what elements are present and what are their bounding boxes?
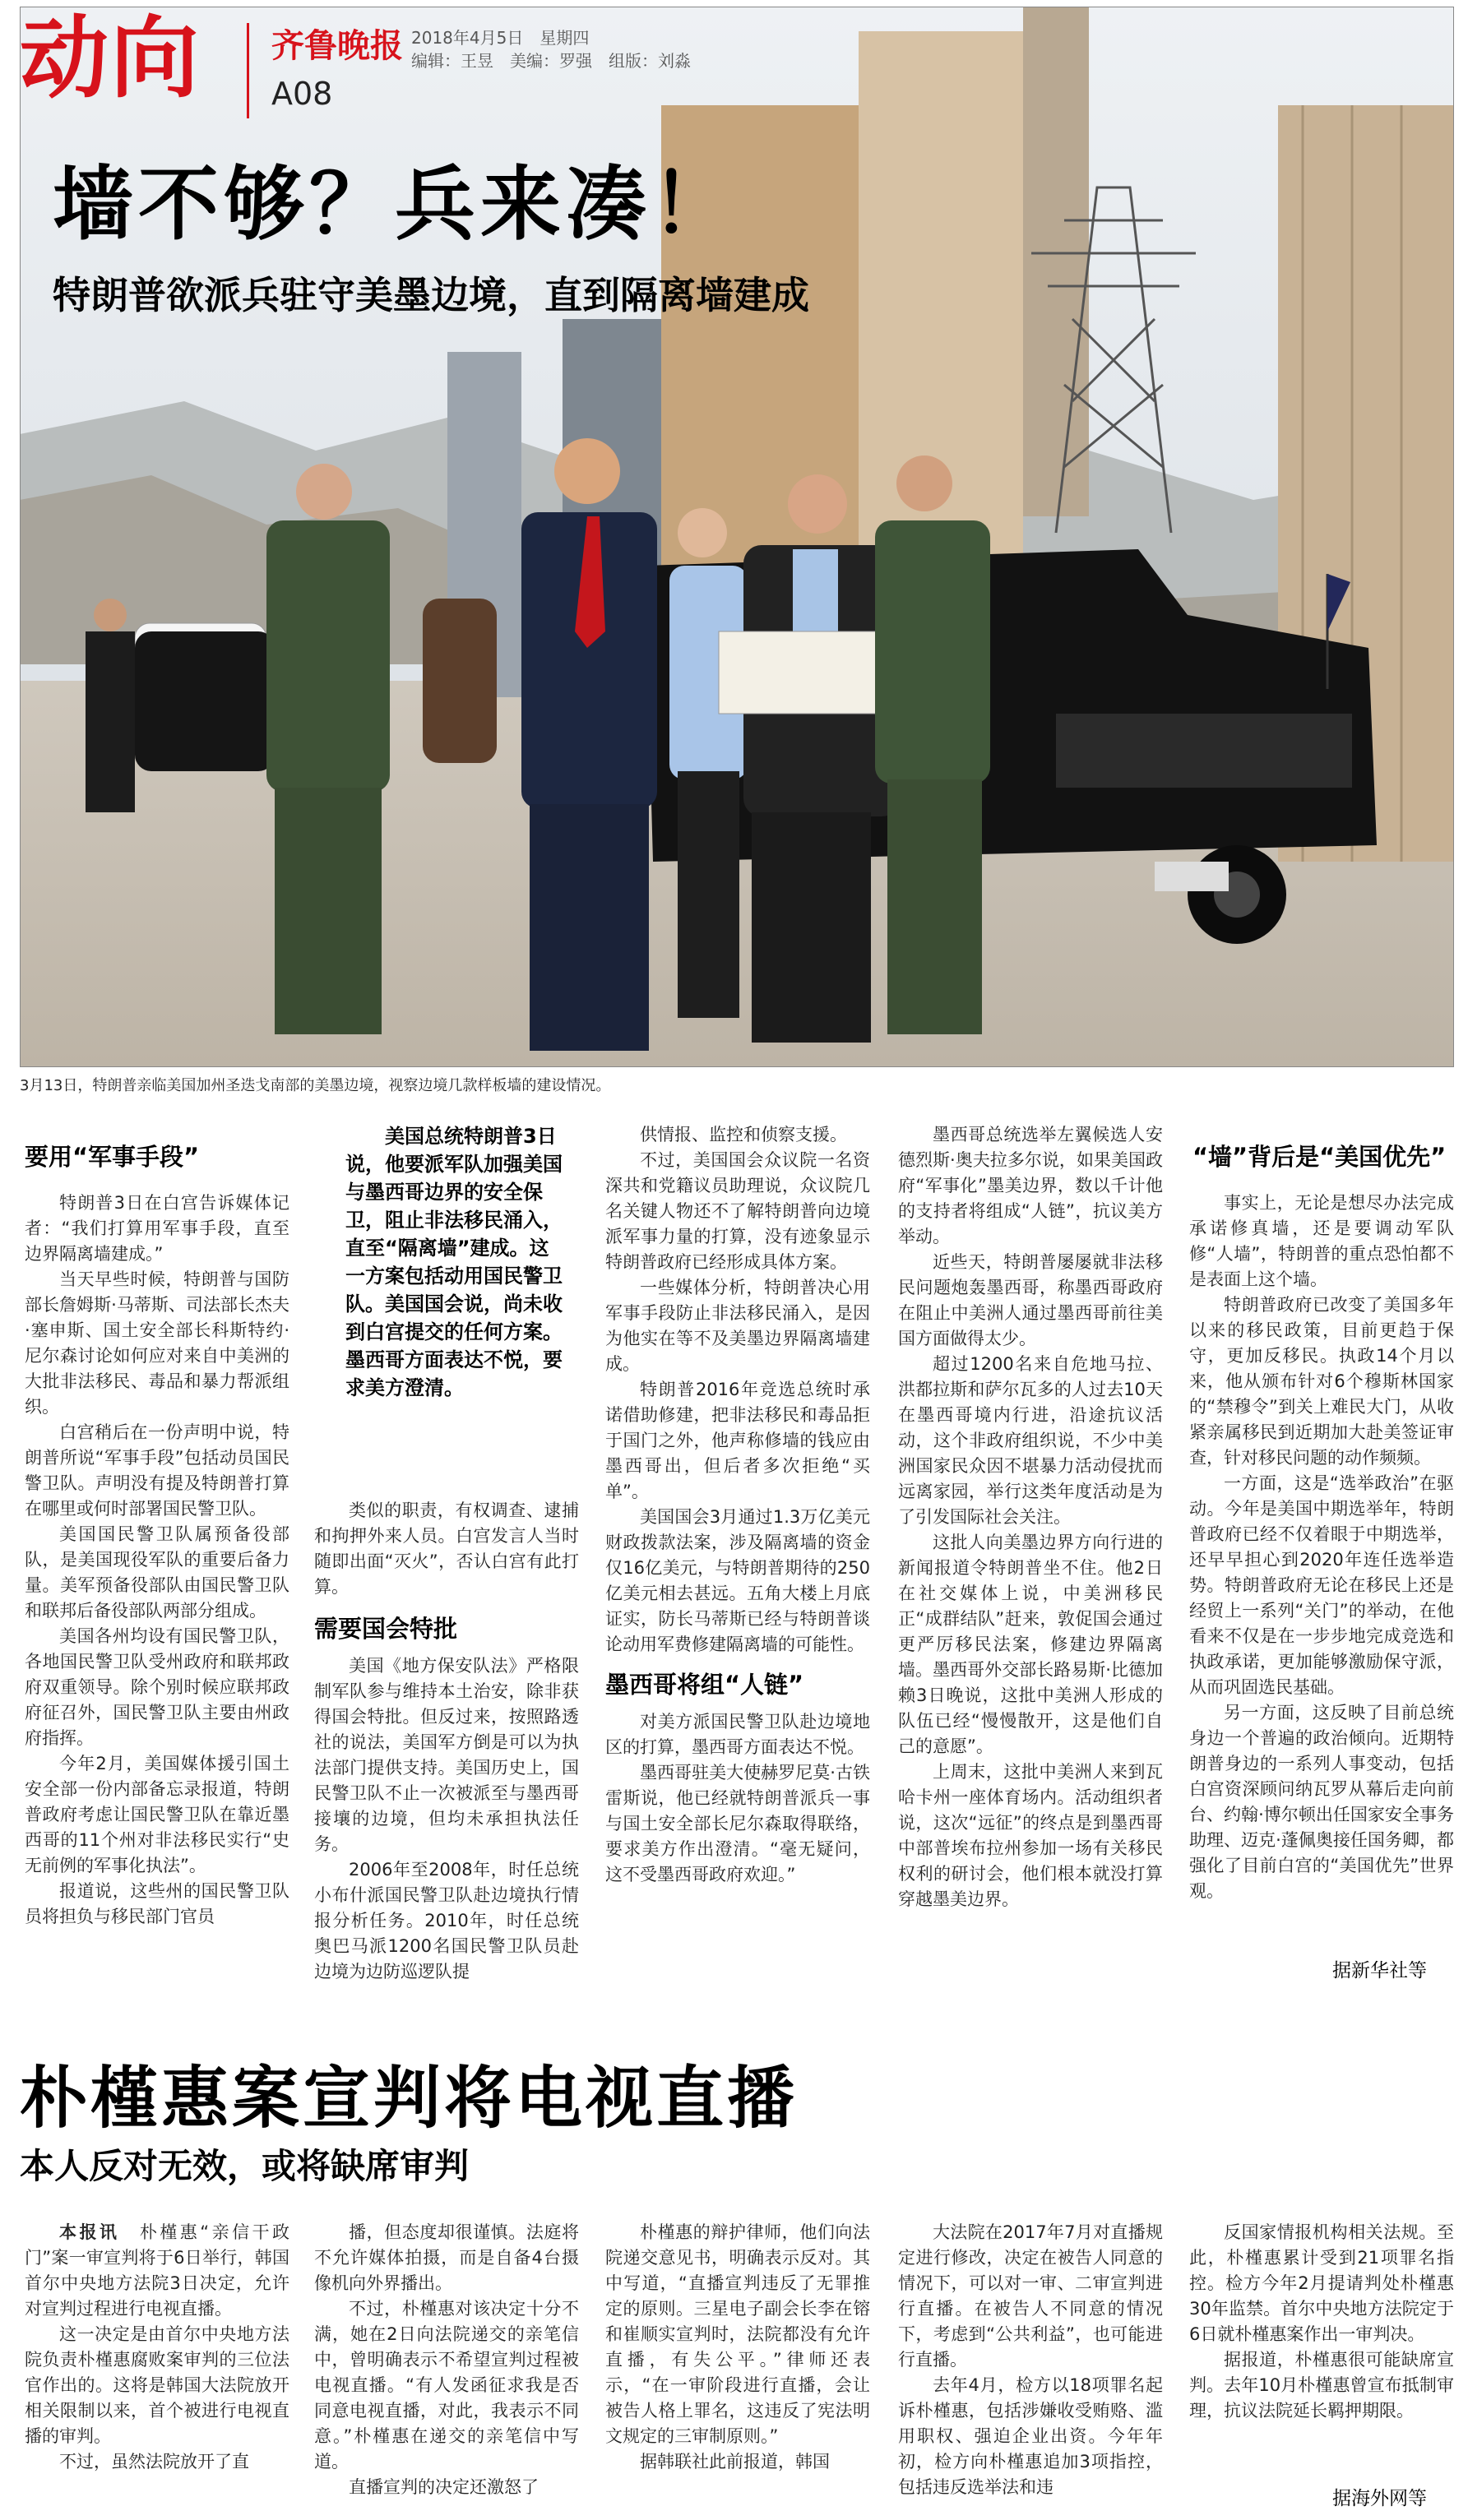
page-number: A08 — [271, 76, 333, 112]
paragraph: 直播宣判的决定还激怒了 — [349, 2477, 539, 2497]
paragraph: 不过，美国国会众议院一名资深共和党籍议员助理说，众议院几名关键人物还不了解特朗普向边境派军事力量的打算，没有迹象显示特朗普政府已经形成具体方案。 — [605, 1150, 870, 1272]
paragraph: 美国国会3月通过1.3万亿美元财政拨款法案，涉及隔离墙的资金仅16亿美元，与特朗普期待的250亿美元相去甚远。五角大楼上月底证实，防长马蒂斯已经与特朗普谈论动用军费修建隔离墙的可能性。 — [605, 1507, 870, 1654]
paragraph: 事实上，无论是想尽办法完成承诺修真墙，还是要调动军队修“人墙”，特朗普的重点恐怕都不是表面上这个墙。 — [1189, 1193, 1454, 1289]
story1-column-1 — [25, 1191, 289, 1980]
paragraph: 2006年至2008年，时任总统小布什派国民警卫队赴边境执行情报分析任务。2010年，时任总统奥巴马派1200名国民警卫队员赴边境为边防巡逻队提 — [314, 1860, 579, 1981]
paragraph: 另一方面，这反映了目前总统身边一个普遍的政治倾向。近期特朗普身边的一系列人事变动，包括白宫资深顾问纳瓦罗从幕后走向前台、约翰·博尔顿出任国家安全事务助理、迈克·蓬佩奥接任国务卿，都强化了目前白宫的“美国优先”世界观。 — [1189, 1703, 1454, 1901]
main-headline: 墙不够？兵来凑！ — [53, 158, 738, 252]
paragraph: 供情报、监控和侦察支援。 — [640, 1125, 847, 1144]
source-credit: 据海外网等 — [1332, 2488, 1427, 2509]
story1-column-2 — [314, 1498, 579, 1983]
newspaper-logo: 齐鲁晚报 — [271, 26, 403, 65]
story1-column-4 — [898, 1122, 1163, 1981]
paragraph: 一方面，这是“选举政治”在驱动。今年是美国中期选举年，特朗普政府已经不仅着眼于中期选举，还早早担心到2020年连任选举造势。特朗普政府无论在移民上还是经贸上一系列“关门”的举动，在他看来不仅是在一步步地完成竞选和执政承诺，更加能够激励保守派，从而巩固选民基础。 — [1189, 1473, 1454, 1697]
story2-column-5 — [1189, 2220, 1454, 2467]
paragraph: 反国家情报机构相关法规。至此，朴槿惠累计受到21项罪名指控。检方今年2月提请判处朴槿惠30年监禁。首尔中央地方法院定于6日就朴槿惠案作出一审判决。 — [1189, 2222, 1454, 2344]
report-lead: 本报讯 — [59, 2222, 120, 2242]
paragraph: 超过1200名来自危地马拉、洪都拉斯和萨尔瓦多的人过去10天在墨西哥境内行进，沿途抗议活动，这个非政府组织说，不少中美洲国家民众因不堪暴力活动侵扰而远离家园，举行这类年度活动是为了引发国际社会关注。 — [898, 1354, 1163, 1527]
subhead-human-chain: 墨西哥将组“人链” — [605, 1671, 804, 1699]
paragraph: 一些媒体分析，特朗普决心用军事手段防止非法移民涌入，是因为他实在等不及美墨边界隔离墙建成。 — [605, 1278, 870, 1374]
section-title: 动向 — [20, 7, 201, 110]
paragraph: 去年4月，检方以18项罪名起诉朴槿惠，包括涉嫌收受贿赂、滥用职权、强迫企业出资。今年年初，检方向朴槿惠追加3项指控，包括违反选举法和违 — [898, 2375, 1163, 2497]
subhead-america-first: “墙”背后是“美国优先” — [1192, 1143, 1447, 1171]
header-divider — [247, 23, 249, 118]
paragraph: 播，但态度却很谨慎。法庭将不允许媒体拍摄，而是自备4台摄像机向外界播出。 — [314, 2222, 579, 2293]
paragraph: 特朗普3日在白宫告诉媒体记者：“我们打算用军事手段，直至边界隔离墙建成。” — [25, 1193, 289, 1264]
paragraph: 这批人向美墨边界方向行进的新闻报道令特朗普坐不住。他2日在社交媒体上说，中美洲移民正“成群结队”赶来，敦促国会通过更严厉移民法案，修建边界隔离墙。墨西哥外交部长路易斯·比德加赖3日晚说，这批中美洲人形成的队伍已经“慢慢散开，这是他们自己的意愿”。 — [898, 1533, 1163, 1756]
story2-column-1 — [25, 2220, 289, 2504]
paragraph: 大法院在2017年7月对直播规定进行修改，决定在被告人同意的情况下，可以对一审、二审宣判进行直播。在被告人不同意的情况下，考虑到“公共利益”，也可能进行直播。 — [898, 2222, 1163, 2370]
paragraph: 朴槿惠的辩护律师，他们向法院递交意见书，明确表示反对。其中写道，“直播宣判违反了无罪推定的原则。三星电子副会长李在镕和崔顺实宣判时，法院都没有允许直播，有失公平。”律师还表示，“在一审阶段进行直播，会让被告人格上罪名，这违反了宪法明文规定的三审制原则。” — [605, 2222, 870, 2446]
story2-subheadline: 本人反对无效，或将缺席审判 — [20, 2146, 470, 2186]
subhead-military-means: 要用“军事手段” — [25, 1143, 200, 1171]
paragraph: 对美方派国民警卫队赴边境地区的打算，墨西哥方面表达不悦。 — [605, 1712, 870, 1757]
paragraph: 这一决定是由首尔中央地方法院负责朴槿惠腐败案审判的三位法官作出的。这将是韩国大法院放开相关限制以来，首个被进行电视直播的审判。 — [25, 2324, 289, 2446]
paragraph: 上周末，这批中美洲人来到瓦哈卡州一座体育场内。活动组织者说，这次“远征”的终点是到墨西哥中部普埃布拉州参加一场有关移民权利的研讨会，他们根本就没打算穿越墨美边界。 — [898, 1762, 1163, 1909]
story1-column-5 — [1189, 1191, 1454, 1947]
paragraph: 美国各州均设有国民警卫队，各地国民警卫队受州政府和联邦政府双重领导。除个别时候应联邦政府征召外，国民警卫队主要由州政府指挥。 — [25, 1626, 289, 1748]
editor-credits: 编辑：王昱 美编：罗强 组版：刘淼 — [411, 51, 691, 71]
paragraph: 特朗普2016年竞选总统时承诺借助修建，把非法移民和毒品拒于国门之外，他声称修墙的钱应由墨西哥出，但后者多次拒绝“买单”。 — [605, 1380, 870, 1501]
paragraph: 特朗普政府已改变了美国多年以来的移民政策，目前更趋于保守，更加反移民。执政14个月以来，他从颁布针对6个穆斯林国家的“禁穆令”到关上难民大门，从收紧亲属移民到近期加大赴美签证审查，针对移民问题的动作频频。 — [1189, 1295, 1454, 1468]
main-subheadline: 特朗普欲派兵驻守美墨边境，直到隔离墙建成 — [53, 273, 809, 317]
paragraph: 类似的职责，有权调查、逮捕和拘押外来人员。白宫发言人当时随即出面“灭火”，否认白宫有此打算。 — [314, 1500, 579, 1597]
subhead-congress-approval: 需要国会特批 — [314, 1615, 458, 1643]
paragraph: 报道说，这些州的国民警卫队员将担负与移民部门官员 — [25, 1881, 289, 1926]
paragraph: 据韩联社此前报道，韩国 — [640, 2452, 830, 2471]
story2-column-4 — [898, 2220, 1163, 2504]
paragraph: 据报道，朴槿惠很可能缺席宣判。去年10月朴槿惠曾宣布抵制审理，抗议法院延长羁押期限。 — [1189, 2350, 1454, 2421]
paragraph: 美国国民警卫队属预备役部队，是美国现役军队的重要后备力量。美军预备役部队由国民警卫队和联邦后备役部队两部分组成。 — [25, 1524, 289, 1621]
paragraph-text: 朴槿惠“亲信干政门”案一审宣判将于6日举行，韩国首尔中央地方法院3日决定，允许对宣判过程进行电视直播。 — [25, 2222, 289, 2319]
story-lead-box: 美国总统特朗普3日说，他要派军队加强美国与墨西哥边界的安全保卫，阻止非法移民涌入，直至“隔离墙”建成。这一方案包括动用国民警卫队。美国国会说，尚未收到白宫提交的任何方案。墨西哥方面表达不悦，要求美方澄清。 — [345, 1125, 563, 1399]
paragraph: 近些天，特朗普屡屡就非法移民问题炮轰墨西哥，称墨西哥政府在阻止中美洲人通过墨西哥前往美国方面做得太少。 — [898, 1252, 1163, 1348]
paragraph: 当天早些时候，特朗普与国防部长詹姆斯·马蒂斯、司法部长杰夫·塞申斯、国土安全部长科斯特约·尼尔森讨论如何应对来自中美洲的大批非法移民、毒品和暴力帮派组织。 — [25, 1269, 289, 1417]
paragraph: 墨西哥驻美大使赫罗尼莫·古铁雷斯说，他已经就特朗普派兵一事与国土安全部长尼尔森取得联络，要求美方作出澄清。“毫无疑问，这不受墨西哥政府欢迎。” — [605, 1763, 870, 1884]
paragraph: 不过，虽然法院放开了直 — [59, 2452, 249, 2471]
story2-headline: 朴槿惠案宣判将电视直播 — [20, 2060, 799, 2138]
photo-caption: 3月13日，特朗普亲临美国加州圣迭戈南部的美墨边境，视察边境几款样板墙的建设情况。 — [20, 1077, 611, 1094]
paragraph: 今年2月，美国媒体援引国土安全部一份内部备忘录报道，特朗普政府考虑让国民警卫队在靠近墨西哥的11个州对非法移民实行“史无前例的军事化执法”。 — [25, 1754, 289, 1875]
story2-column-3 — [605, 2220, 870, 2504]
paragraph: 不过，朴槿惠对该决定十分不满，她在2日向法院递交的亲笔信中，曾明确表示不希望宣判过程被电视直播。“有人发函征求我是否同意电视直播，对此，我表示不同意。”朴槿惠在递交的亲笔信中写道。 — [314, 2299, 579, 2471]
paragraph — [25, 2220, 289, 2322]
paragraph: 美国《地方保安队法》严格限制军队参与维持本土治安，除非获得国会特批。但反过来，按照路透社的说法，美国军方倒是可以为执法部门提供支持。美国历史上，国民警卫队不止一次被派至与墨西哥接壤的边境，但均未承担执法任务。 — [314, 1656, 579, 1854]
issue-date: 2018年4月5日 星期四 — [411, 28, 590, 48]
story2-column-2 — [314, 2220, 579, 2504]
story1-column-3 — [605, 1122, 870, 1981]
source-credit: 据新华社等 — [1332, 1960, 1427, 1981]
paragraph: 白宫稍后在一份声明中说，特朗普所说“军事手段”包括动员国民警卫队。声明没有提及特朗普打算在哪里或何时部署国民警卫队。 — [25, 1422, 289, 1519]
paragraph: 墨西哥总统选举左翼候选人安德烈斯·奥夫拉多尔说，如果美国政府“军事化”墨美边界，数以千计他的支持者将组成“人链”，抗议美方举动。 — [898, 1125, 1163, 1246]
